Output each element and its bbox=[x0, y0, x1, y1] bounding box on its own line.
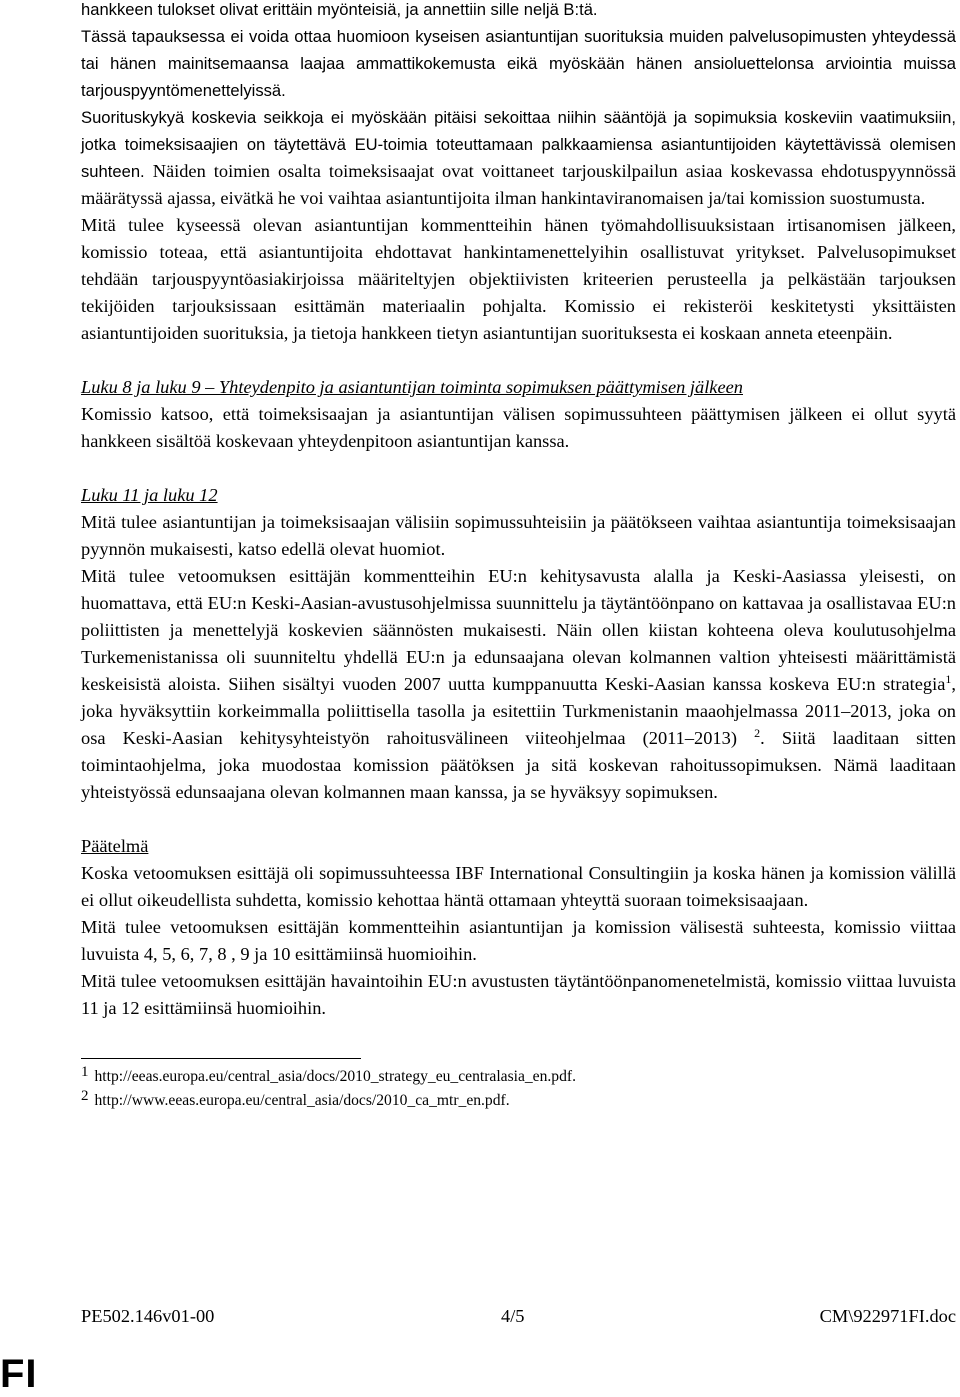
section-heading-8-9: Luku 8 ja luku 9 – Yhteydenpito ja asiantuntijan toiminta sopimuksen päättymisen jälkeen bbox=[81, 377, 743, 397]
footnote-2: 2 http://www.eeas.europa.eu/central_asia/docs/2010_ca_mtr_en.pdf. bbox=[81, 1088, 510, 1109]
page-footer bbox=[81, 1306, 956, 1327]
conclusion-para-2: Mitä tulee vetoomuksen esittäjän kommentteihin asiantuntijan ja komission välisestä suhteesta, komissio viittaa luvuista 4, 5, 6, 7, 8 , 9 ja 10 esittämiinsä huomioihin. bbox=[81, 917, 956, 964]
footnote-2-link[interactable]: http://www.eeas.europa.eu/central_asia/docs/2010_ca_mtr_en.pdf. bbox=[94, 1092, 510, 1109]
conclusion-para-3: Mitä tulee vetoomuksen esittäjän havaintoihin EU:n avustusten täytäntöönpanomenetelmistä, komissio viittaa luvuista 11 ja 12 esittämiinsä huomioihin. bbox=[81, 971, 956, 1018]
section-11-12-para-1: Mitä tulee asiantuntijan ja toimeksisaajan välisiin sopimussuhteisiin ja päätökseen vaihtaa asiantuntija toimeksisaajan pyynnön mukaisesti, katso edellä olevat huomiot. bbox=[81, 512, 956, 559]
language-tag: FI bbox=[0, 1352, 38, 1396]
continuation-line: hankkeen tulokset olivat erittäin myönteisiä, ja annettiin sille neljä B:tä. bbox=[81, 0, 598, 19]
footnote-ref-2[interactable]: 2 bbox=[754, 726, 761, 740]
footnote-separator bbox=[81, 1058, 361, 1059]
footnote-ref-1[interactable]: 1 bbox=[945, 672, 952, 686]
paragraph-1: Tässä tapauksessa ei voida ottaa huomioon kyseisen asiantuntijan suorituksia muiden palvelusopimusten yhteydessä tai hänen mainitsemaansa laajaa ammattikokemusta eikä myöskään hänen ansioluettelonsa arviointia muissa tarjouspyyntömenettelyissä. bbox=[81, 27, 956, 100]
footnote-1: 1 http://eeas.europa.eu/central_asia/docs/2010_strategy_eu_centralasia_en.pdf. bbox=[81, 1064, 576, 1085]
section-11-12-para-2: Mitä tulee vetoomuksen esittäjän kommentteihin EU:n kehitysavusta alalla ja Keski-Aasiassa yleisesti, on huomattava, että EU:n Keski-Aasian-avustusohjelmissa suunnittelu ja täytäntöönpano on kattavaa ja osallistavaa EU:n poliittisten ja menettelyjä koskevien säännösten mukaisesti. Näin ollen kiistan kohteena oleva koulutusohjelma Turkemenistanissa oli suunniteltu yhdellä EU:n ja edunsaajana olevan kolmannen valtion yhteisesti määrittämistä keskeisistä aloista. Siihen sisältyi vuoden 2007 uutta kumppanuutta Keski-Aasian kanssa koskeva EU:n strategia$^1$, joka hyväksyttiin korkeimmalla poliittisella tasolla ja esitettiin Turkmenistanin maaohjelmassa 2011–2013, joka on osa Keski-Aasian kehitysyhteistyön rahoitusvälineen viiteohjelmaa (2011–2013) $^2$. Siitä laaditaan sitten toimintaohjelma, joka muodostaa komission päätöksen ja sitä koskevan rahoitussopimuksen. Nämä laaditaan yhteistyössä edunsaajana olevan kolmannen maan kanssa, ja se hyväksyy sopimuksen. bbox=[81, 566, 957, 802]
section-heading-11-12: Luku 11 ja luku 12 bbox=[81, 485, 218, 505]
file-name: CM\922971FI.doc bbox=[819, 1306, 956, 1326]
footnote-1-link[interactable]: http://eeas.europa.eu/central_asia/docs/2010_strategy_eu_centralasia_en.pdf. bbox=[94, 1068, 576, 1085]
section-8-9-body: Komissio katsoo, että toimeksisaajan ja asiantuntijan välisen sopimussuhteen päättymisen jälkeen ei ollut syytä hankkeen sisältöä koskevaan yhteydenpitoon asiantuntijan kanssa. bbox=[81, 404, 956, 451]
conclusion-heading: Päätelmä bbox=[81, 836, 149, 856]
conclusion-para-1: Koska vetoomuksen esittäjä oli sopimussuhteessa IBF International Consultingiin ja koska hänen ja komission välillä ei ollut oikeudellista suhdetta, komissio kehottaa häntä ottamaan yhteyttä suoraan toimeksisaajaan. bbox=[81, 863, 956, 910]
paragraph-3: Mitä tulee kyseessä olevan asiantuntijan kommentteihin hänen työmahdollisuuksistaan irtisanomisen jälkeen, komissio toteaa, että asiantuntijoita ehdottavat hankintamenettelyihin osallistuvat yritykset. Palvelusopimukset tehdään tarjouspyyntöasiakirjoissa määriteltyjen objektiivisten kriteerien perusteella ja pelkästään tarjouksen tekijöiden tarjouksissaan esittämän materiaalin pohjalta. Komissio ei rekisteröi keskitetysti yksittäisten asiantuntijoiden suorituksia, ja tietoja hankkeen tietyn asiantuntijan suorituksesta ei koskaan anneta eteenpäin. bbox=[81, 215, 956, 343]
paragraph-2 bbox=[81, 104, 956, 212]
page-number: 4/5 bbox=[501, 1306, 525, 1326]
document-reference: PE502.146v01-00 bbox=[81, 1306, 215, 1326]
paragraph-2-sans: Suorituskykyä koskevia seikkoja ei myöskään pitäisi sekoittaa niihin sääntöjä ja sopimuksia koskeviin vaatimuksiin, jotka toimeksisaajien on täytettävä EU-toimia toteuttamaan palkkaamiensa asiantuntijoiden käytettävissä olemisen suhteen. bbox=[81, 108, 956, 181]
paragraph-2-serif: Näiden toimien osalta toimeksisaajat ovat voittaneet tarjouskilpailun asiaa koskevassa ehdotuspyynnössä määrätyssä ajassa, eivätkä he voi vaihtaa asiantuntijoita ilman hankintaviranomaisen ja/tai komission suostumusta. bbox=[81, 161, 956, 208]
document-page bbox=[81, 0, 956, 1113]
